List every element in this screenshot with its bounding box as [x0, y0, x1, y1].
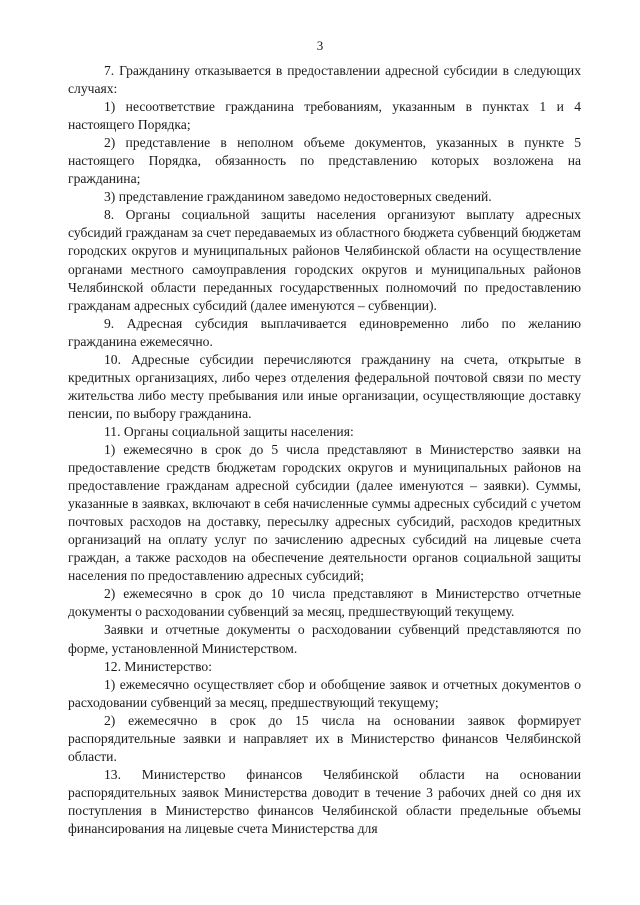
- page-number: 3: [316, 38, 324, 53]
- paragraph-item-13: 13. Министерство финансов Челябинской области на основании распорядительных заявок Министерства доводит в течение 3 рабочих дней со дня их поступления в Министерство финансов Челябинской области предельные объемы финансирования на лицевые счета Министерства для: [68, 766, 581, 836]
- paragraph-subitem-12-2: 2) ежемесячно в срок до 15 числа на основании заявок формирует распорядительные заявки и направляет их в Министерство финансов Челябинской области.: [68, 712, 581, 764]
- document-body: [68, 62, 581, 838]
- paragraph-subitem-11-2: 2) ежемесячно в срок до 10 числа представляют в Министерство отчетные документы о расходовании субвенций за месяц, предшествующий текущему.: [68, 586, 581, 620]
- paragraph-item-8: 8. Органы социальной защиты населения организуют выплату адресных субсидий гражданам за счет передаваемых из областного бюджета субвенций бюджетам городских округов и муниципальных районов Челябинской области на осуществление органами местного самоуправления городских округов и муниципальных районов Челябинской области переданных государственных полномочий по предоставлению гражданам адресных субсидий (далее именуются – субвенции).: [68, 207, 581, 313]
- paragraph-subitem-7-1: 1) несоответствие гражданина требованиям, указанным в пунктах 1 и 4 настоящего Порядка;: [68, 99, 581, 133]
- paragraph-item-12: 12. Министерство:: [104, 658, 212, 674]
- paragraph-item-7: 7. Гражданину отказывается в предоставлении адресной субсидии в следующих случаях:: [68, 63, 581, 97]
- paragraph-item-11: 11. Органы социальной защиты населения:: [104, 423, 354, 439]
- paragraph-subitem-7-3: 3) представление гражданином заведомо недостоверных сведений.: [104, 189, 492, 205]
- paragraph-subitem-11-1: 1) ежемесячно в срок до 5 числа представляют в Министерство заявки на предоставление средств бюджетам городских округов и муниципальных районов на предоставление гражданам адресной субсидии (далее именуются – заявки). Суммы, указанные в заявках, включают в себя начисленные суммы адресных субсидий с учетом почтовых расходов на доставку, пересылку адресных субсидий, расходов кредитных организаций на оплату услуг по зачислению адресных субсидий на лицевые счета граждан, а также расходов на обеспечение деятельности органов социальной защиты населения по предоставлению адресных субсидий;: [68, 441, 581, 584]
- paragraph-subitem-12-1: 1) ежемесячно осуществляет сбор и обобщение заявок и отчетных документов о расходовании субвенций за месяц, предшествующий текущему;: [68, 676, 581, 710]
- paragraph-subitem-7-2: 2) представление в неполном объеме документов, указанных в пункте 5 настоящего Порядка, обязанность по представлению которых возложена на гражданина;: [68, 135, 581, 187]
- paragraph-item-9: 9. Адресная субсидия выплачивается единовременно либо по желанию гражданина ежемесячно.: [68, 315, 581, 349]
- paragraph-forms-note: Заявки и отчетные документы о расходовании субвенций представляются по форме, установленной Министерством.: [68, 622, 581, 656]
- paragraph-item-10: 10. Адресные субсидии перечисляются гражданину на счета, открытые в кредитных организациях, либо через отделения федеральной почтовой связи по месту жительства либо месту пребывания или иные организации, осуществляющие доставку пенсии, по выбору гражданина.: [68, 351, 581, 421]
